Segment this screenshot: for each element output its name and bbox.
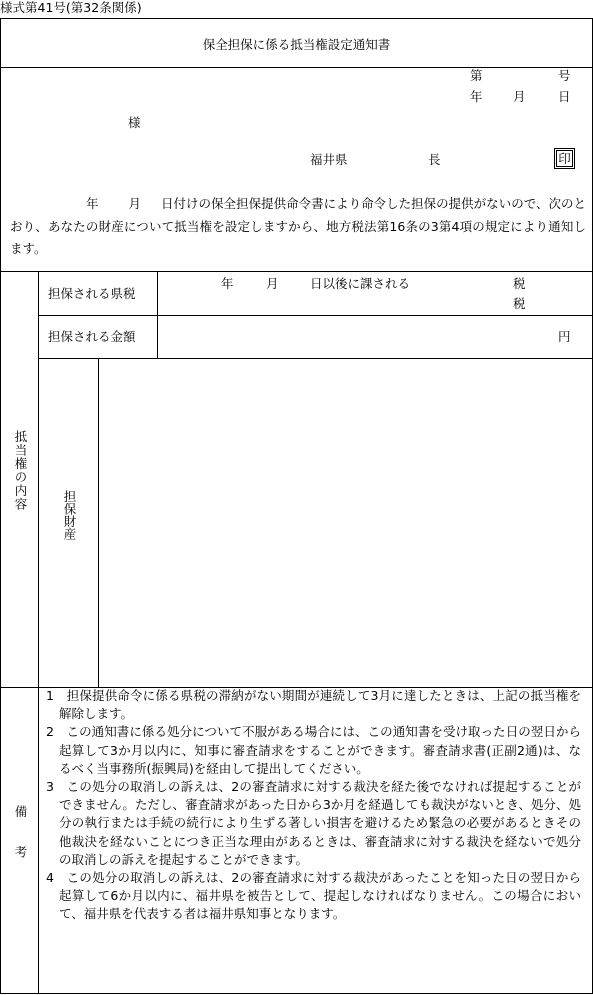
- body-text: 日付けの保全担保提供命令書により命令した担保の提供がないので、次のとおり、あなたの財産について抵当権を設定しますから、地方税法第16条の3第4項の規定により通知します。: [10, 196, 586, 256]
- seal-mark: 印: [556, 150, 573, 167]
- date-day-label: 日: [558, 89, 571, 104]
- sender-title: 長: [428, 152, 441, 167]
- body-year: 年: [86, 196, 99, 211]
- body-month: 月: [128, 196, 142, 211]
- sender-prefecture: 福井県: [310, 152, 348, 167]
- tax-type-2: 税: [513, 296, 526, 311]
- secured-property-label: 担保財産: [62, 490, 77, 540]
- tax-type-1: 税: [513, 276, 526, 291]
- secured-amount-label: 担保される金額: [48, 329, 136, 344]
- tax-year-label: 年: [221, 276, 234, 291]
- document-title: 保全担保に係る抵当権設定通知書: [202, 37, 391, 52]
- addressee-honorific: 様: [128, 115, 141, 130]
- number-prefix: 第: [470, 68, 483, 83]
- remark-item-1: 1 担保提供命令に係る県税の滞納がない期間が連続して3月に達したときは、上記の抵当権を解除します。: [46, 688, 581, 722]
- amount-unit: 円: [558, 329, 571, 344]
- form-label: 様式第41号(第32条関係): [0, 0, 142, 15]
- remarks-list: [46, 687, 581, 924]
- date-month-label: 月: [513, 89, 526, 104]
- content-section-label: 抵当権の内容: [13, 430, 28, 511]
- date-year-label: 年: [470, 89, 483, 104]
- remark-item-3: 3 この処分の取消しの訴えは、2の審査請求に対する裁決を経た後でなければ提起することができません。ただし、審査請求があった日から3か月を経過しても裁決がないとき、処分、処分の執行または手続の続行により生ずる著しい損害を避けるため緊急の必要があるときその他裁決を経ないことにつき正当な理由があるときは、審査請求に対する裁決を経ないで処分の取消しの訴えを提起することができます。: [46, 779, 581, 867]
- remarks-label: 備考: [13, 805, 28, 886]
- tax-day-phrase: 日以後に課される: [310, 276, 411, 291]
- number-suffix: 号: [558, 68, 571, 83]
- notice-paragraph: [10, 193, 586, 261]
- secured-tax-label: 担保される県税: [48, 286, 136, 301]
- remark-item-2: 2 この通知書に係る処分について不服がある場合には、この通知書を受け取った日の翌日から起算して3か月以内に、知事に審査請求をすることができます。審査請求書(正副2通)は、なるべく当事務所(振興局)を経由して提出してください。: [46, 724, 581, 776]
- remark-item-4: 4 この処分の取消しの訴えは、2の審査請求に対する裁決があったことを知った日の翌日から起算して6か月以内に、福井県を被告として、提起しなければなりません。この場合において、福井県を代表する者は福井県知事となります。: [46, 870, 581, 922]
- tax-month-label: 月: [266, 276, 279, 291]
